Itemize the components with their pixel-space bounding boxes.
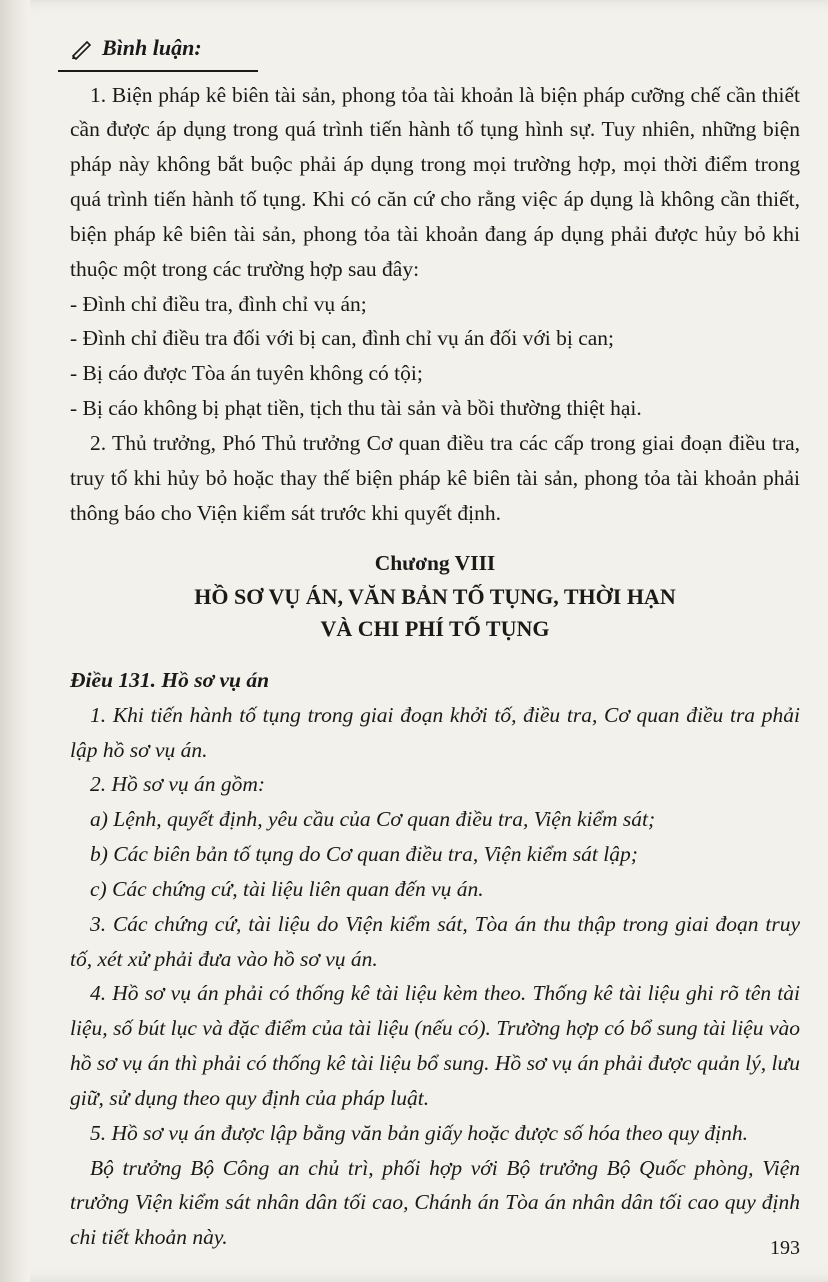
article-subclause: a) Lệnh, quyết định, yêu cầu của Cơ quan điều tra, Viện kiểm sát; — [90, 807, 656, 832]
article-subclause: c) Các chứng cứ, tài liệu liên quan đến vụ án. — [90, 876, 484, 901]
article-clause: 1. Khi tiến hành tố tụng trong giai đoạn khởi tố, điều tra, Cơ quan điều tra phải lập hồ sơ vụ án. — [70, 702, 800, 762]
article-subclause: b) Các biên bản tố tụng do Cơ quan điều tra, Viện kiểm sát lập; — [90, 842, 638, 867]
article-clause: 2. Hồ sơ vụ án gồm: — [90, 772, 266, 797]
commentary-list-item: - Bị cáo không bị phạt tiền, tịch thu tài sản và bồi thường thiệt hại. — [70, 396, 642, 421]
chapter-number: Chương VIII — [374, 551, 496, 576]
page-content — [70, 30, 800, 1255]
commentary-list-item: - Bị cáo được Tòa án tuyên không có tội; — [70, 361, 423, 386]
heading-underline — [58, 70, 258, 72]
page-spine-shadow — [0, 0, 30, 1282]
article-title: Điều 131. Hồ sơ vụ án — [70, 668, 270, 692]
chapter-title-line2: VÀ CHI PHÍ TỐ TỤNG — [320, 616, 550, 642]
commentary-list-item: - Đình chỉ điều tra, đình chỉ vụ án; — [70, 291, 367, 316]
commentary-paragraph: 1. Biện pháp kê biên tài sản, phong tỏa tài khoản là biện pháp cưỡng chế cần thiết cần được áp dụng trong quá trình tiến hành tố tụng hình sự. Tuy nhiên, những biện pháp này không bắt buộc phải áp dụng trong mọi trường hợp, mọi thời điểm trong quá trình tiến hành tố tụng. Khi có căn cứ cho rằng việc áp dụng là không cần thiết, biện pháp kê biên tài sản, phong tỏa tài khoản đang áp dụng phải được hủy bỏ khi thuộc một trong các trường hợp sau đây: — [70, 82, 800, 281]
commentary-list-item: - Đình chỉ điều tra đối với bị can, đình chỉ vụ án đối với bị can; — [70, 326, 614, 351]
pen-icon — [70, 36, 94, 60]
article-clause: Bộ trưởng Bộ Công an chủ trì, phối hợp với Bộ trưởng Bộ Quốc phòng, Viện trưởng Viện kiểm sát nhân dân tối cao, Chánh án Tòa án nhân dân tối cao quy định chi tiết khoản này. — [70, 1155, 800, 1250]
article-clause: 5. Hồ sơ vụ án được lập bằng văn bản giấy hoặc được số hóa theo quy định. — [90, 1120, 748, 1145]
article-clause: 4. Hồ sơ vụ án phải có thống kê tài liệu kèm theo. Thống kê tài liệu ghi rõ tên tài liệu, số bút lục và đặc điểm của tài liệu (nếu có). Trường hợp có bổ sung tài liệu vào hồ sơ vụ án thì phải có thống kê tài liệu bổ sung. Hồ sơ vụ án phải được quản lý, lưu giữ, sử dụng theo quy định của pháp luật. — [70, 981, 800, 1110]
commentary-heading — [70, 30, 800, 66]
commentary-paragraph: 2. Thủ trưởng, Phó Thủ trưởng Cơ quan điều tra các cấp trong giai đoạn điều tra, truy tố khi hủy bỏ hoặc thay thế biện pháp kê biên tài sản, phong tỏa tài khoản phải thông báo cho Viện kiểm sát trước khi quyết định. — [70, 430, 800, 525]
commentary-heading-text: Bình luận: — [102, 35, 202, 60]
page-number: 193 — [770, 1237, 800, 1259]
chapter-title-line1: HỒ SƠ VỤ ÁN, VĂN BẢN TỐ TỤNG, THỜI HẠN — [194, 584, 676, 610]
article-clause: 3. Các chứng cứ, tài liệu do Viện kiểm sát, Tòa án thu thập trong giai đoạn truy tố, xét xử phải đưa vào hồ sơ vụ án. — [70, 911, 800, 971]
